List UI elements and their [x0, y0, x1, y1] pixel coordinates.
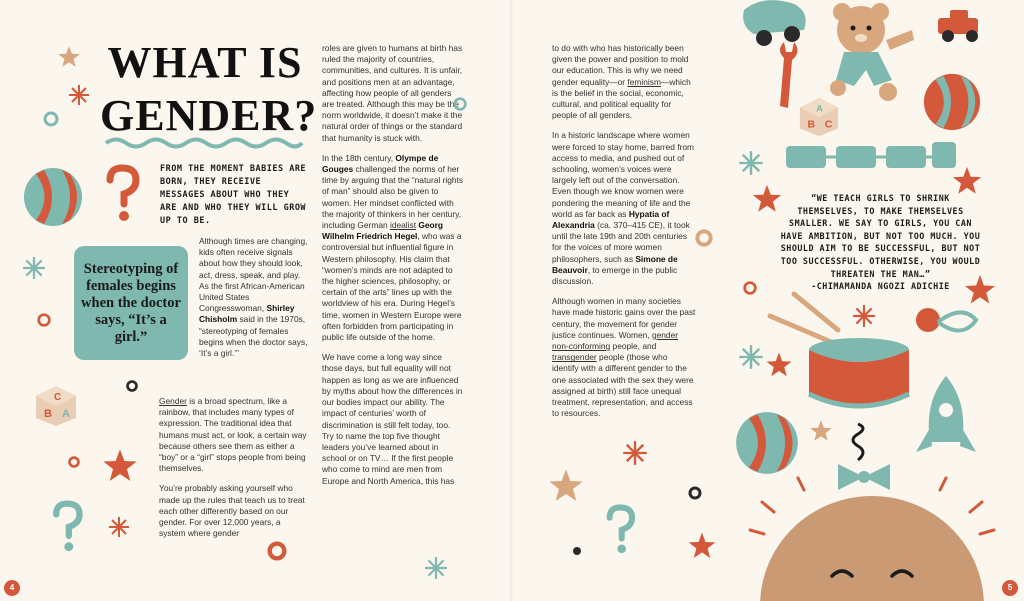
paragraph-rules: You’re probably asking yourself who made up the rules that teach us to treat each other differently based on our gender. For over 12,000 years, a system where gender: [159, 483, 305, 539]
text-run: —which is the belief in the social, economic, cultural, and political equality for people of all genders.: [552, 76, 691, 121]
lead-paragraph: FROM THE MOMENT BABIES ARE BORN, THEY RECEIVE MESSAGES ABOUT WHO THEY ARE AND WHO THEY WILL GROW UP TO BE.: [160, 164, 307, 226]
sparkle-icon: [22, 256, 46, 280]
page-number-left: 4: [4, 580, 20, 596]
sparkle-icon: [108, 516, 130, 538]
svg-text:C: C: [54, 392, 62, 403]
bold-name-hypatia: Hypatia of Alexandria: [552, 208, 670, 231]
ring-icon: [42, 110, 60, 128]
text-run: people, and: [610, 341, 657, 352]
sparkle-icon: [68, 84, 90, 106]
text-run: Although times are changing, kids often receive signals about how they should look, act, dress, speak, and play. As the first African-American United States Congresswoman,: [199, 236, 308, 314]
quote-text: “WE TEACH GIRLS TO SHRINK THEMSELVES, TO MAKE THEMSELVES SMALLER. WE SAY TO GIRLS, YOU CAN HAVE AMBITION, BUT NOT TOO MUCH. YOU SHOULD AIM TO BE SUCCESSFUL, BUT NOT TOO SUCCESSFUL. OTHERWISE, YOU WOULD THREATEN THE MAN…”: [780, 193, 981, 279]
column-1-bottom: [159, 396, 309, 548]
train-icon: [782, 140, 962, 180]
pull-quote-box: [74, 246, 188, 360]
question-mark-icon: [104, 164, 140, 222]
paragraph-gains: [552, 296, 696, 419]
glossary-link-feminism[interactable]: feminism: [627, 76, 661, 87]
rocket-icon: [906, 372, 986, 472]
wave-underline-icon: [104, 136, 304, 150]
text-run: , who was a controversial but influential figure in Western philosophy. His claim that “women’s minds are not adapted to the higher sciences, philosophy, or certain of the arts” lines up with the worldview of his era. During Hegel’s time, women in Western Europe were often forbidden from participating in public life outside of the home.: [322, 231, 462, 343]
rattle-icon: [912, 300, 982, 350]
ball-icon: [922, 72, 982, 132]
dot-icon: [572, 546, 582, 556]
text-run: (ca. 370–415 CE), it took until the late 19th and 20th centuries for the voices of more women philosophers, such as: [552, 220, 690, 264]
text-run: to do with who has historically been given the power and position to mold our education. This is why we need gender equality—or: [552, 43, 689, 87]
ball-icon: [734, 410, 800, 476]
bold-name-chisholm: Shirley Chisholm: [199, 303, 295, 325]
svg-text:A: A: [62, 408, 70, 420]
star-icon: [100, 446, 140, 486]
right-page: [512, 0, 1024, 601]
star-icon: [750, 182, 784, 216]
baby-head-icon: [744, 476, 1000, 601]
paragraph-roles: roles are given to humans at birth has ruled the majority of countries, communities, and cultures. It is unfair, and positions men at an advantage, affecting how people of all genders are treated. Although this may be the norm worldwide, it doesn’t make it the natural order of things or the standard that humanity is stuck with.: [322, 43, 463, 143]
column-3: [552, 43, 696, 429]
text-run: is a broad spectrum, like a rainbow, that includes many types of expression. The traditional idea that humans must act, or look, a certain way because others see them as either a “boy” or a “girl” stops people from being themselves.: [159, 396, 307, 474]
text-run: , to emerge in the public discussion.: [552, 264, 678, 287]
toy-truck-icon: [932, 6, 992, 46]
ring-icon: [686, 484, 704, 502]
drum-icon: [804, 334, 914, 414]
glossary-link-idealist[interactable]: idealist: [389, 220, 417, 231]
paragraph-gender: [159, 396, 309, 474]
star-icon: [686, 530, 718, 562]
ball-icon: [22, 166, 84, 228]
glossary-link-gender[interactable]: Gender: [159, 396, 187, 406]
teddy-bear-icon: [816, 0, 916, 110]
column-2: [322, 43, 464, 496]
sparkle-icon: [738, 344, 764, 370]
quote-author: -CHIMAMANDA NGOZI ADICHIE: [811, 281, 950, 292]
sparkle-icon: [424, 556, 448, 580]
page-number-right: 5: [1002, 580, 1018, 596]
text-run: In the 18th century,: [322, 152, 396, 163]
sparkle-icon: [852, 304, 876, 328]
glossary-link-transgender[interactable]: transgender: [552, 352, 597, 363]
text-run: Although women in many societies have made historic gains over the past century, the movement for gender justice continues. Women,: [552, 296, 696, 340]
sparkle-icon: [622, 440, 648, 466]
ring-icon: [452, 96, 468, 112]
curl-icon: [846, 420, 870, 464]
paragraph-olympe: [322, 153, 464, 343]
text-run: said in the 1970s, “stereotyping of females begins when the doctor says, ‘It’s a girl.’”: [199, 314, 308, 359]
sparkle-icon: [738, 150, 764, 176]
ring-icon: [266, 540, 288, 562]
text-run: people (those who identify with a different gender to the one associated with the sex they were assigned at birth) still face unequal treatment, representation, and access to resources.: [552, 352, 694, 419]
page-title-line1: WHAT IS: [107, 38, 303, 87]
ring-icon: [124, 378, 140, 394]
svg-text:A: A: [816, 103, 824, 115]
book-spine: [510, 0, 514, 601]
star-icon: [546, 466, 586, 506]
bold-name-hegel: Georg Wilhelm Friedrich Hegel: [322, 220, 444, 242]
adichie-quote: [778, 192, 983, 293]
text-run: In a historic landscape where women were forced to stay home, barred from access to media, and pushed out of schooling, women’s voices were largely left out of the conversation. Even though we know women were pondering the meaning of life and the world as far back as: [552, 130, 694, 219]
page-title-line2: GENDER?: [100, 91, 318, 140]
abc-block-icon: [34, 384, 78, 428]
paragraph-long-way: We have come a long way since those days, but full equality will not happen as long as we are influenced by myths about how the differences in our bodies impact our ability. The impact of centuries’ worth of discrimination is still felt today, too. Try to name the top five thought leaders you’ve learned about in school or on TV… If the first people who come to mind are men from Europe and North America, this has: [322, 352, 463, 486]
svg-text:C: C: [824, 118, 833, 131]
svg-text:B: B: [807, 118, 816, 131]
paragraph-chisholm: [199, 236, 309, 359]
abc-block-icon: [798, 96, 840, 138]
paragraph-historic: [552, 130, 696, 287]
bold-name-beauvoir: Simone de Beauvoir: [552, 253, 678, 275]
column-1-top: [199, 236, 309, 368]
star-icon: [950, 164, 984, 198]
glossary-link-gender-non-conforming[interactable]: gender non-conforming: [552, 329, 679, 352]
text-run: challenged the norms of her time by arguing that the “natural rights of man” should also be given to women. Her mindset conflicted with the majority of thinkers in her century, including German: [322, 164, 464, 231]
star-icon: [764, 350, 794, 380]
star-icon: [808, 418, 834, 444]
paragraph-power: [552, 43, 696, 121]
ring-icon: [36, 312, 52, 328]
bold-name-olympe: Olympe de Gouges: [322, 152, 439, 175]
ring-icon: [66, 454, 82, 470]
question-mark-icon: [604, 504, 636, 554]
ring-icon: [694, 228, 714, 248]
star-icon: [56, 44, 82, 70]
question-mark-icon: [50, 500, 84, 552]
ring-icon: [742, 280, 758, 296]
svg-text:B: B: [44, 408, 52, 420]
pull-quote-text: Stereotyping of females begins when the doctor says, “It’s a girl.”: [81, 260, 181, 345]
